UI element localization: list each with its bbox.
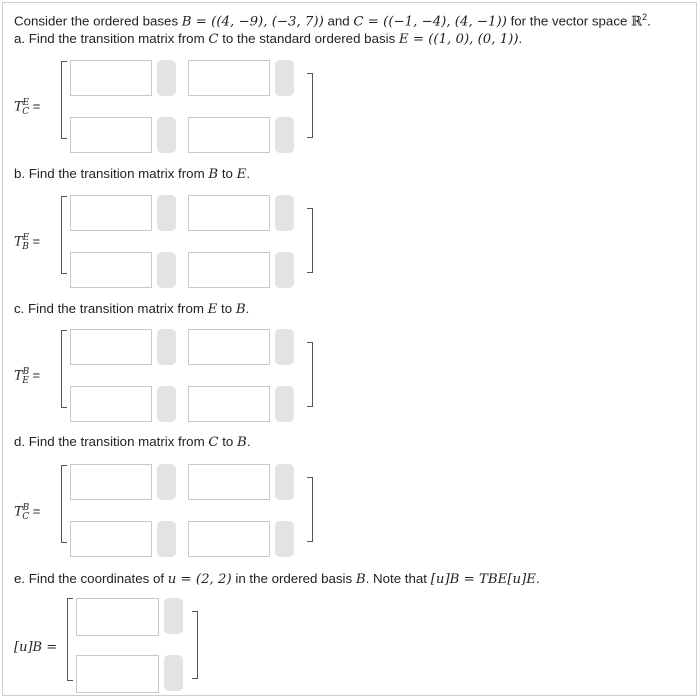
- matrix-label-b: [14, 233, 40, 252]
- bracket-left-b: [61, 196, 67, 274]
- part-e-prefix: e. Find the coordinates of: [14, 571, 168, 586]
- matrix-d-status-2-2: [275, 521, 294, 557]
- part-a-from: C: [208, 32, 219, 47]
- matrix-a-status-2-1: [157, 117, 176, 153]
- part-e-u-def: u = (2, 2): [167, 572, 232, 587]
- bracket-right-a: [307, 73, 313, 138]
- part-e-end: .: [536, 571, 540, 586]
- matrix-label-a: [14, 98, 40, 117]
- matrix-d-status-2-1: [157, 521, 176, 557]
- vector-e-status-2: [164, 655, 183, 691]
- part-e-formula: [u]B = TBE[u]E: [430, 572, 536, 587]
- vector-label-e: [u]B =: [14, 640, 58, 655]
- vector-e-cell-1[interactable]: [76, 598, 159, 636]
- intro-prefix: Consider the ordered bases: [14, 13, 182, 29]
- matrix-label-d: [14, 503, 40, 522]
- matrix-c-status-2-2: [275, 386, 294, 422]
- bracket-right-c: [307, 342, 313, 407]
- label-b-sub: B: [22, 241, 29, 252]
- basis-B-def: B = ((4, −9), (−3, 7)): [181, 14, 324, 30]
- part-e-prompt: [14, 571, 540, 587]
- intro-and: and: [323, 13, 354, 29]
- matrix-c-cell-1-1[interactable]: [70, 329, 152, 365]
- part-d-to: B: [237, 435, 247, 450]
- label-c-eq: =: [28, 367, 41, 383]
- matrix-d-cell-1-1[interactable]: [70, 464, 152, 500]
- label-a-main: T: [14, 99, 23, 115]
- matrix-c-status-1-1: [157, 329, 176, 365]
- intro-suffix: for the vector space: [506, 13, 632, 29]
- question-intro: [14, 12, 651, 29]
- part-d-prefix: d. Find the transition matrix from: [14, 434, 209, 449]
- matrix-a-cell-2-1[interactable]: [70, 117, 152, 153]
- vector-e-cell-2[interactable]: [76, 655, 159, 693]
- part-b-end: .: [246, 166, 251, 181]
- part-c-from: E: [207, 302, 218, 317]
- part-a-prefix: a. Find the transition matrix from: [14, 31, 209, 46]
- part-a-mid: to the standard ordered basis: [218, 31, 399, 46]
- matrix-c-cell-2-1[interactable]: [70, 386, 152, 422]
- part-c-prefix: c. Find the transition matrix from: [14, 301, 208, 316]
- bracket-left-a: [61, 61, 67, 139]
- part-d-prompt: [14, 434, 251, 450]
- part-d-to-word: to: [218, 434, 238, 449]
- part-d-end: .: [246, 434, 251, 449]
- part-a-prompt: [14, 31, 522, 47]
- part-e-basis: B: [355, 572, 366, 587]
- matrix-a-status-1-1: [157, 60, 176, 96]
- part-b-to: E: [236, 167, 247, 182]
- part-b-prompt: [14, 166, 250, 182]
- part-a-E-def: E = ((1, 0), (0, 1)): [398, 32, 519, 47]
- matrix-d-cell-2-2[interactable]: [188, 521, 270, 557]
- matrix-b-status-2-1: [157, 252, 176, 288]
- space-symbol: ℝ: [631, 14, 643, 30]
- matrix-c-cell-2-2[interactable]: [188, 386, 270, 422]
- matrix-b-cell-1-2[interactable]: [188, 195, 270, 231]
- matrix-b-status-1-2: [275, 195, 294, 231]
- part-d-from: C: [208, 435, 219, 450]
- bracket-left-c: [61, 330, 67, 408]
- matrix-c-status-1-2: [275, 329, 294, 365]
- vector-e-status-1: [164, 598, 183, 634]
- label-b-eq: =: [28, 233, 41, 249]
- bracket-left-d: [61, 465, 67, 543]
- label-a-sup: E: [22, 98, 30, 108]
- label-c-sub: E: [22, 375, 29, 386]
- part-a-end: .: [518, 31, 523, 46]
- part-c-to: B: [235, 302, 246, 317]
- label-a-sub: C: [22, 106, 30, 117]
- matrix-d-status-1-1: [157, 464, 176, 500]
- matrix-d-cell-2-1[interactable]: [70, 521, 152, 557]
- label-d-eq: =: [29, 503, 41, 519]
- bracket-left-e: [67, 598, 73, 681]
- label-b-main: T: [14, 234, 23, 250]
- matrix-b-cell-2-2[interactable]: [188, 252, 270, 288]
- bracket-right-b: [307, 208, 313, 273]
- basis-C-def: C = ((−1, −4), (4, −1)): [353, 14, 507, 30]
- part-c-to-word: to: [217, 301, 236, 316]
- intro-period: .: [647, 13, 651, 29]
- part-b-from: B: [208, 167, 219, 182]
- label-d-sub: C: [22, 511, 30, 522]
- matrix-label-c: [14, 367, 40, 386]
- matrix-c-cell-1-2[interactable]: [188, 329, 270, 365]
- bracket-right-e: [192, 611, 198, 679]
- label-d-main: T: [14, 504, 23, 520]
- label-c-main: T: [14, 368, 23, 384]
- part-c-prompt: [14, 301, 249, 317]
- part-b-to-word: to: [218, 166, 237, 181]
- label-a-eq: =: [29, 98, 41, 114]
- matrix-b-status-1-1: [157, 195, 176, 231]
- matrix-a-cell-2-2[interactable]: [188, 117, 270, 153]
- matrix-c-status-2-1: [157, 386, 176, 422]
- matrix-b-status-2-2: [275, 252, 294, 288]
- matrix-a-status-1-2: [275, 60, 294, 96]
- label-b-sup: E: [22, 233, 30, 243]
- label-d-sup: B: [22, 503, 30, 513]
- matrix-d-cell-1-2[interactable]: [188, 464, 270, 500]
- space-exponent: 2: [642, 12, 648, 22]
- part-c-end: .: [245, 301, 250, 316]
- part-b-prefix: b. Find the transition matrix from: [14, 166, 209, 181]
- matrix-a-cell-1-2[interactable]: [188, 60, 270, 96]
- matrix-b-cell-1-1[interactable]: [70, 195, 152, 231]
- matrix-b-cell-2-1[interactable]: [70, 252, 152, 288]
- matrix-a-status-2-2: [275, 117, 294, 153]
- matrix-a-cell-1-1[interactable]: [70, 60, 152, 96]
- part-e-mid: in the ordered basis: [231, 571, 356, 586]
- matrix-d-status-1-2: [275, 464, 294, 500]
- bracket-right-d: [307, 477, 313, 542]
- part-e-note: . Note that: [365, 571, 431, 586]
- label-c-sup: B: [22, 367, 30, 377]
